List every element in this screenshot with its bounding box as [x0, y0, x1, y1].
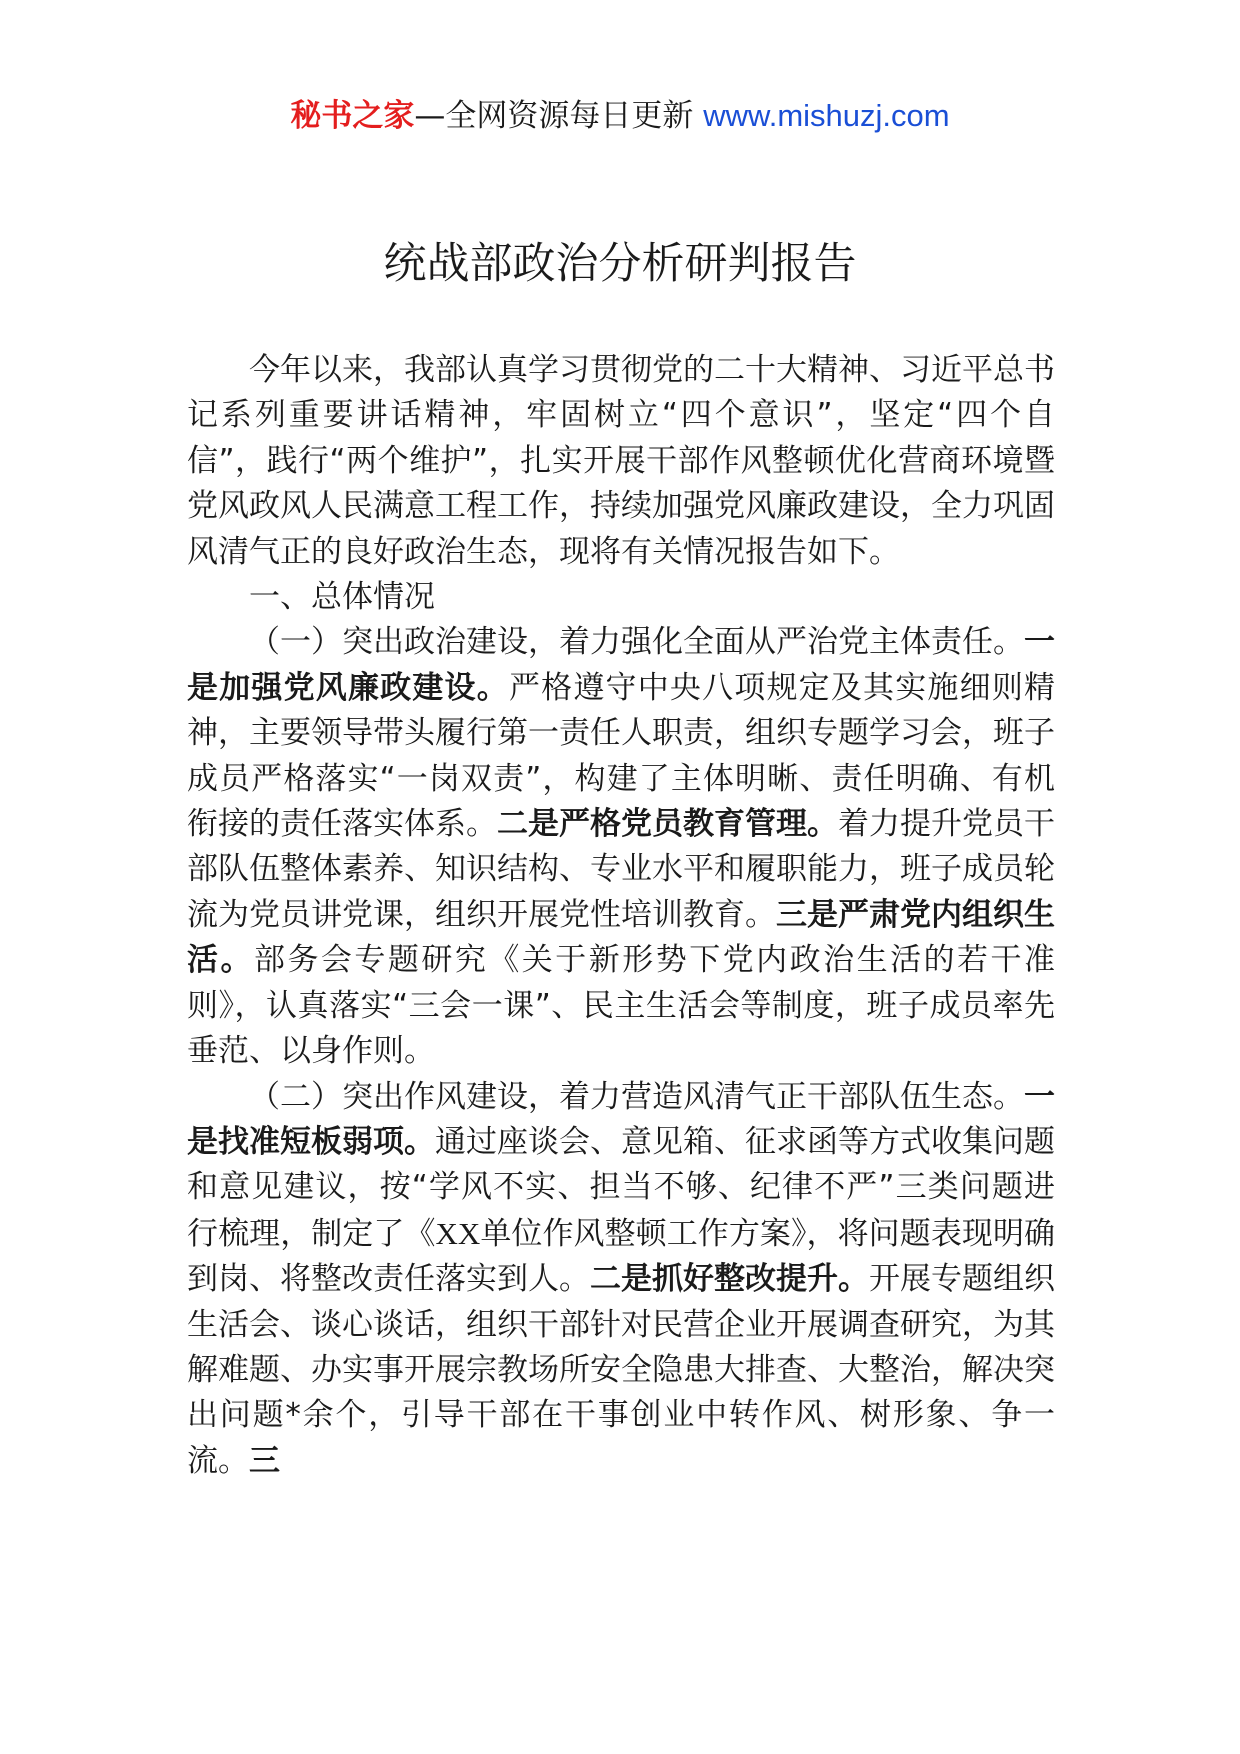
bold-point-1: 一是找准短板弱项。 [187, 1078, 1055, 1160]
document-title: 统战部政治分析研判报告 [383, 239, 857, 289]
paragraph-style-building [187, 1075, 1055, 1485]
point-text-1a: 通过座谈会、意见箱、征求函等方式收集问题和意见建议，按“学风不实、担当不够、纪律不严”三类问题进行梳理，制定了《 [187, 1123, 1055, 1252]
bold-point-2: 二是抓好整改提升。 [590, 1261, 869, 1298]
bold-point-3: 三是严肃党内组织生活。 [187, 896, 1055, 979]
bold-point-1: 一是加强党风廉政建设。 [187, 624, 1055, 706]
intro-paragraph: 今年以来，我部认真学习贯彻党的二十大精神、习近平总书记系列重要讲话精神，牢固树立“四个意识”，坚定“四个自信”，践行“两个维护”，扎实开展干部作风整顿优化营商环境暨党风政风人民满意工程工作，持续加强党风廉政建设，全力巩固风清气正的良好政治生态，现将有关情况报告如下。 [187, 352, 1055, 570]
bold-point-2: 二是严格党员教育管理。 [497, 806, 838, 843]
point-text-2: 着力提升党员干部队伍整体素养、知识结构、专业水平和履职能力，班子成员轮流为党员讲党课，组织开展党性培训教育。 [187, 806, 1055, 933]
document-body [187, 348, 1055, 1484]
banner-brand: 秘书之家 [290, 98, 415, 134]
banner-slogan: —全网资源每日更新 [414, 98, 694, 134]
paragraph-lead: （一）突出政治建设，着力强化全面从严治党主体责任。 [249, 624, 1024, 661]
site-banner [0, 96, 1240, 136]
point-text-1: 严格遵守中央八项规定及其实施细则精神，主要领导带头履行第一责任人职责，组织专题学习会，班子成员严格落实“一岗双责”，构建了主体明晰、责任明确、有机衔接的责任落实体系。 [187, 669, 1056, 843]
point-text-1b: 单位作风整顿工作方案》，将问题表现明确到岗、将整改责任落实到人。 [187, 1215, 1056, 1298]
point-text-2: 开展专题组织生活会、谈心谈话，组织干部针对民营企业开展调查研究，为其解难题、办实事开展宗教场所安全隐患大排查、大整治，解决突出问题*余个，引导干部在干事创业中转作风、树形象、争一流。 [187, 1261, 1055, 1479]
point-text-3: 部务会专题研究《关于新形势下党内政治生活的若干准则》，认真落实“三会一课”、民主生活会等制度，班子成员率先垂范、以身作则。 [187, 942, 1056, 1070]
bold-point-3: 三 [249, 1442, 280, 1479]
banner-url-link[interactable]: www.mishuzj.com [703, 98, 950, 133]
paragraph-political-building [187, 620, 1055, 1074]
paragraph-lead: （二）突出作风建设，着力营造风清气正干部队伍生态。 [249, 1078, 1024, 1115]
placeholder-xx: XX [435, 1215, 481, 1251]
section-heading: 一、总体情况 [249, 579, 435, 616]
